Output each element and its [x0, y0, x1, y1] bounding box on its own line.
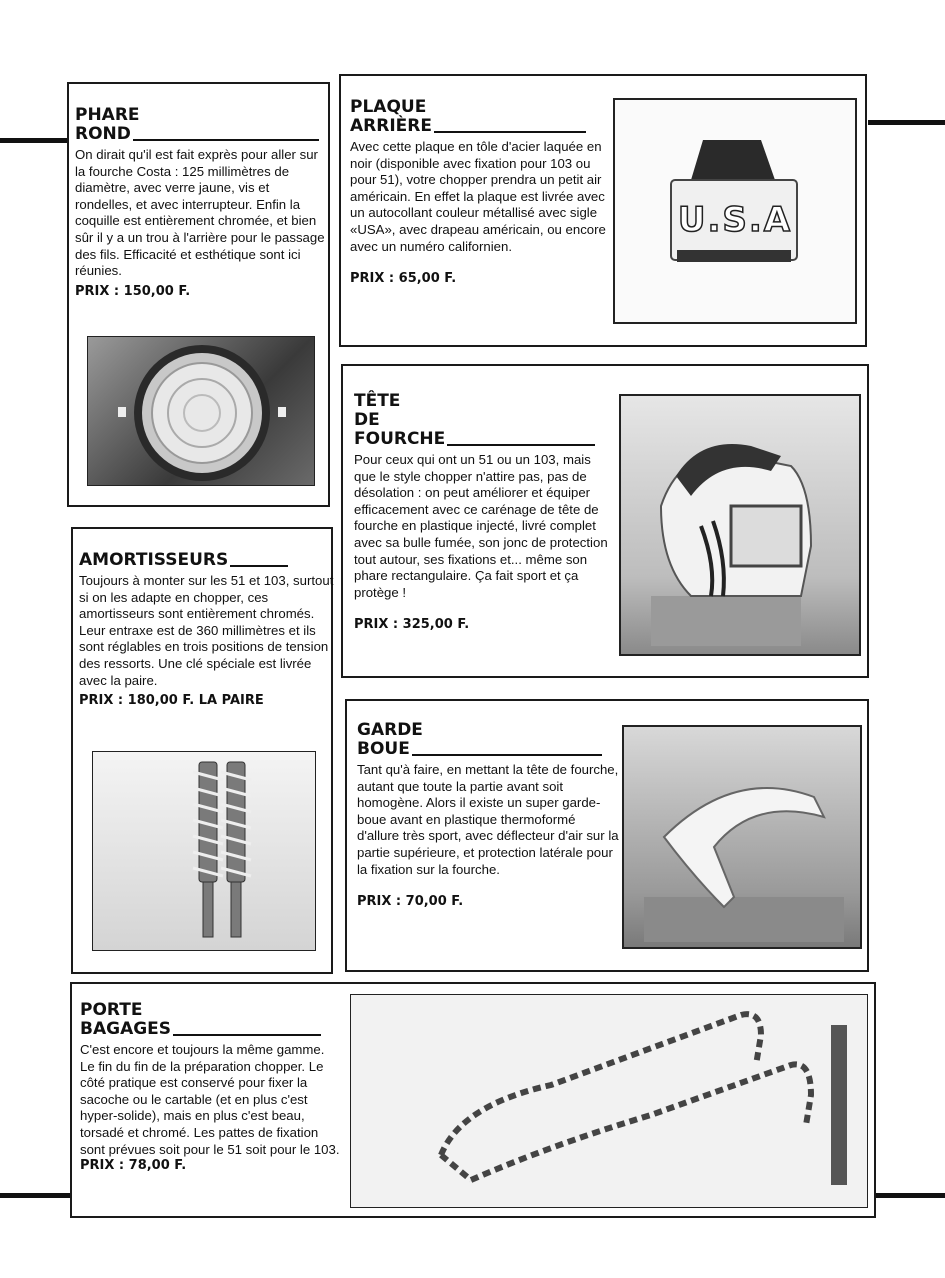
plate-sigle: U.S.A	[677, 200, 793, 240]
article-title: GARDE BOUE	[357, 721, 619, 759]
article-title: AMORTISSEURS	[79, 551, 335, 570]
article-phare-rond	[67, 82, 330, 507]
article-body: Toujours à monter sur les 51 et 103, surtout si on les adapte en chopper, ces amortisseurs sont entièrement chromés. Leur entraxe est de 360 millimètres et ils sont réglables en trois positions de tension des ressorts. Une clé spéciale est livrée avec la paire.	[79, 573, 334, 688]
photo-luggage-rack	[350, 994, 868, 1208]
article-plaque-arriere	[339, 74, 867, 347]
edge-mark-right-top	[868, 120, 945, 125]
article-body: On dirait qu'il est fait exprès pour aller sur la fourche Costa : 125 millimètres de diamètre, avec verre jaune, vis et rondelles, et avec interrupteur. Enfin la coquille est entièrement chromée, et bien sûr il y a un trou à l'arrière pour le passage des fils. Efficacité et esthétique sont ici réunies.	[75, 147, 325, 279]
article-price: PRIX : 325,00 F.	[354, 617, 470, 633]
article-body: Pour ceux qui ont un 51 ou un 103, mais que le style chopper n'attire pas, pas de désolation : on peut améliorer et équiper efficacement avec ce carénage de tête de fourche en plastique injecté, livré complet avec sa bulle fumée, son jonc de protection tout autour, ses fixations et... même son phare rectangulaire. Ça fait sport et ça protège !	[354, 452, 608, 600]
article-body: Avec cette plaque en tôle d'acier laquée en noir (disponible avec fixation pour 103 ou pour 51), votre chopper prendra un petit air américain. En effet la plaque est livrée avec un autocollant couleur métallisé avec sigle «USA», avec drapeau américain, ou encore avec un numéro californien.	[350, 139, 606, 254]
article-body: C'est encore et toujours la même gamme. Le fin du fin de la préparation chopper. Le côté pratique est conservé pour fixer la sacoche ou le cartable (et en plus c'est hyper-solide), mais en plus c'est beau, torsadé et chromé. Les pattes de fixation sont prévues soit pour le 51 soit pour le 103.	[80, 1042, 340, 1157]
photo-mudguard	[622, 725, 862, 949]
photo-fork-fairing	[619, 394, 861, 656]
article-amortisseurs	[71, 527, 333, 974]
edge-mark-right-bottom	[870, 1193, 945, 1198]
article-title: PLAQUE ARRIÈRE	[350, 98, 612, 136]
article-title: PORTE BAGAGES	[80, 1001, 342, 1039]
article-tete-de-fourche	[341, 364, 869, 678]
article-price: PRIX : 150,00 F.	[75, 283, 191, 299]
edge-mark-left-top	[0, 138, 75, 143]
article-body: Tant qu'à faire, en mettant la tête de fourche, autant que toute la partie avant soit homogène. Alors il existe un super garde-boue avant en plastique thermoformé d'allure très sport, avec déflecteur d'air sur la partie supérieure, et protection latérale pour la fixation sur la fourche.	[357, 762, 619, 877]
article-title: PHARE ROND	[75, 106, 325, 144]
article-title: TÊTE DE FOURCHE	[354, 392, 616, 449]
article-porte-bagages	[70, 982, 876, 1218]
article-garde-boue	[345, 699, 869, 972]
photo-shock-absorbers	[92, 751, 316, 951]
photo-license-plate	[613, 98, 857, 324]
edge-mark-left-bottom	[0, 1193, 75, 1198]
article-price: PRIX : 65,00 F.	[350, 271, 457, 287]
article-price: PRIX : 78,00 F.	[80, 1158, 187, 1174]
photo-headlight	[87, 336, 315, 486]
article-price: PRIX : 180,00 F. LA PAIRE	[79, 693, 264, 709]
article-price: PRIX : 70,00 F.	[357, 894, 464, 910]
